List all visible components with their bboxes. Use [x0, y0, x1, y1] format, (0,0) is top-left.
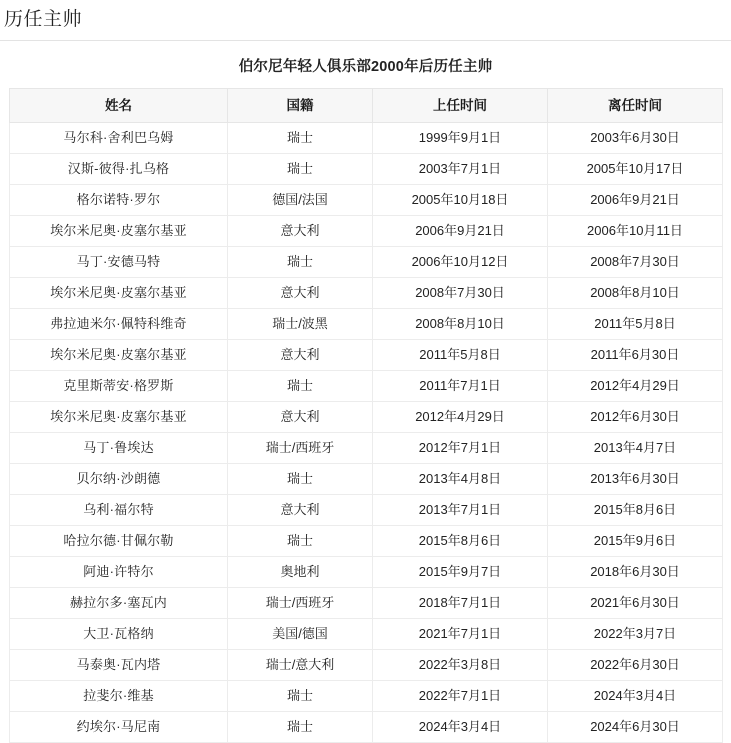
cell-name: 克里斯蒂安·格罗斯	[10, 371, 228, 402]
table-body	[10, 123, 723, 743]
table-row	[10, 650, 723, 681]
cell-name: 乌利·福尔特	[10, 495, 228, 526]
column-header-nationality: 国籍	[228, 89, 373, 123]
table-row	[10, 588, 723, 619]
table-row	[10, 712, 723, 743]
table-row	[10, 402, 723, 433]
cell-start-date: 2021年7月1日	[373, 619, 548, 650]
table-row	[10, 154, 723, 185]
table-row	[10, 123, 723, 154]
cell-start-date: 2018年7月1日	[373, 588, 548, 619]
cell-start-date: 2013年7月1日	[373, 495, 548, 526]
cell-nationality: 意大利	[228, 340, 373, 371]
cell-end-date: 2012年6月30日	[548, 402, 723, 433]
cell-end-date: 2012年4月29日	[548, 371, 723, 402]
column-header-end-date: 离任时间	[548, 89, 723, 123]
cell-end-date: 2005年10月17日	[548, 154, 723, 185]
cell-name: 拉斐尔·维基	[10, 681, 228, 712]
cell-start-date: 2015年8月6日	[373, 526, 548, 557]
cell-name: 阿迪·许特尔	[10, 557, 228, 588]
cell-nationality: 瑞士	[228, 464, 373, 495]
cell-nationality: 德国/法国	[228, 185, 373, 216]
column-header-start-date: 上任时间	[373, 89, 548, 123]
cell-start-date: 2008年7月30日	[373, 278, 548, 309]
cell-end-date: 2008年7月30日	[548, 247, 723, 278]
cell-end-date: 2006年9月21日	[548, 185, 723, 216]
table-row	[10, 557, 723, 588]
cell-name: 埃尔米尼奥·皮塞尔基亚	[10, 340, 228, 371]
table-row	[10, 619, 723, 650]
coaches-table	[9, 88, 723, 743]
cell-end-date: 2021年6月30日	[548, 588, 723, 619]
cell-end-date: 2018年6月30日	[548, 557, 723, 588]
cell-nationality: 瑞士	[228, 681, 373, 712]
table-header	[10, 89, 723, 123]
cell-name: 埃尔米尼奥·皮塞尔基亚	[10, 402, 228, 433]
cell-nationality: 瑞士/波黑	[228, 309, 373, 340]
cell-start-date: 2022年7月1日	[373, 681, 548, 712]
cell-start-date: 2011年5月8日	[373, 340, 548, 371]
cell-nationality: 瑞士	[228, 154, 373, 185]
cell-start-date: 2013年4月8日	[373, 464, 548, 495]
cell-nationality: 瑞士	[228, 247, 373, 278]
cell-nationality: 瑞士/西班牙	[228, 588, 373, 619]
table-header-row	[10, 89, 723, 123]
cell-name: 格尔诺特·罗尔	[10, 185, 228, 216]
cell-start-date: 2011年7月1日	[373, 371, 548, 402]
cell-start-date: 2006年10月12日	[373, 247, 548, 278]
cell-start-date: 2005年10月18日	[373, 185, 548, 216]
cell-nationality: 瑞士/西班牙	[228, 433, 373, 464]
cell-end-date: 2008年8月10日	[548, 278, 723, 309]
cell-name: 大卫·瓦格纳	[10, 619, 228, 650]
cell-nationality: 美国/德国	[228, 619, 373, 650]
cell-nationality: 瑞士	[228, 371, 373, 402]
cell-name: 马尔科·舍利巴乌姆	[10, 123, 228, 154]
table-row	[10, 309, 723, 340]
table-row	[10, 278, 723, 309]
cell-name: 马丁·鲁埃达	[10, 433, 228, 464]
page-container	[0, 4, 731, 743]
table-row	[10, 495, 723, 526]
cell-start-date: 2022年3月8日	[373, 650, 548, 681]
cell-start-date: 2008年8月10日	[373, 309, 548, 340]
cell-start-date: 2003年7月1日	[373, 154, 548, 185]
cell-start-date: 2015年9月7日	[373, 557, 548, 588]
cell-name: 埃尔米尼奥·皮塞尔基亚	[10, 216, 228, 247]
cell-end-date: 2015年9月6日	[548, 526, 723, 557]
cell-nationality: 瑞士	[228, 526, 373, 557]
table-row	[10, 185, 723, 216]
cell-name: 约埃尔·马尼南	[10, 712, 228, 743]
cell-end-date: 2011年5月8日	[548, 309, 723, 340]
page-title: 历任主帅	[4, 9, 83, 30]
table-row	[10, 216, 723, 247]
table-row	[10, 340, 723, 371]
cell-nationality: 意大利	[228, 216, 373, 247]
cell-start-date: 2012年4月29日	[373, 402, 548, 433]
cell-name: 赫拉尔多·塞瓦内	[10, 588, 228, 619]
cell-end-date: 2003年6月30日	[548, 123, 723, 154]
table-row	[10, 526, 723, 557]
cell-nationality: 意大利	[228, 402, 373, 433]
cell-name: 埃尔米尼奥·皮塞尔基亚	[10, 278, 228, 309]
cell-name: 汉斯-彼得·扎乌格	[10, 154, 228, 185]
cell-start-date: 2012年7月1日	[373, 433, 548, 464]
cell-start-date: 1999年9月1日	[373, 123, 548, 154]
table-row	[10, 247, 723, 278]
cell-end-date: 2011年6月30日	[548, 340, 723, 371]
cell-end-date: 2006年10月11日	[548, 216, 723, 247]
table-row	[10, 464, 723, 495]
cell-name: 弗拉迪米尔·佩特科维奇	[10, 309, 228, 340]
cell-nationality: 意大利	[228, 495, 373, 526]
table-row	[10, 371, 723, 402]
cell-end-date: 2024年6月30日	[548, 712, 723, 743]
cell-end-date: 2024年3月4日	[548, 681, 723, 712]
cell-name: 马丁·安德马特	[10, 247, 228, 278]
cell-start-date: 2006年9月21日	[373, 216, 548, 247]
cell-name: 哈拉尔德·甘佩尔勒	[10, 526, 228, 557]
cell-nationality: 瑞士	[228, 712, 373, 743]
cell-start-date: 2024年3月4日	[373, 712, 548, 743]
cell-end-date: 2015年8月6日	[548, 495, 723, 526]
cell-end-date: 2022年6月30日	[548, 650, 723, 681]
cell-name: 贝尔纳·沙朗德	[10, 464, 228, 495]
column-header-name: 姓名	[10, 89, 228, 123]
cell-name: 马泰奥·瓦内塔	[10, 650, 228, 681]
cell-nationality: 瑞士/意大利	[228, 650, 373, 681]
table-row	[10, 681, 723, 712]
cell-end-date: 2013年4月7日	[548, 433, 723, 464]
cell-nationality: 奥地利	[228, 557, 373, 588]
table-caption: 伯尔尼年轻人俱乐部2000年后历任主帅	[238, 59, 493, 75]
cell-nationality: 意大利	[228, 278, 373, 309]
table-row	[10, 433, 723, 464]
cell-nationality: 瑞士	[228, 123, 373, 154]
cell-end-date: 2013年6月30日	[548, 464, 723, 495]
cell-end-date: 2022年3月7日	[548, 619, 723, 650]
